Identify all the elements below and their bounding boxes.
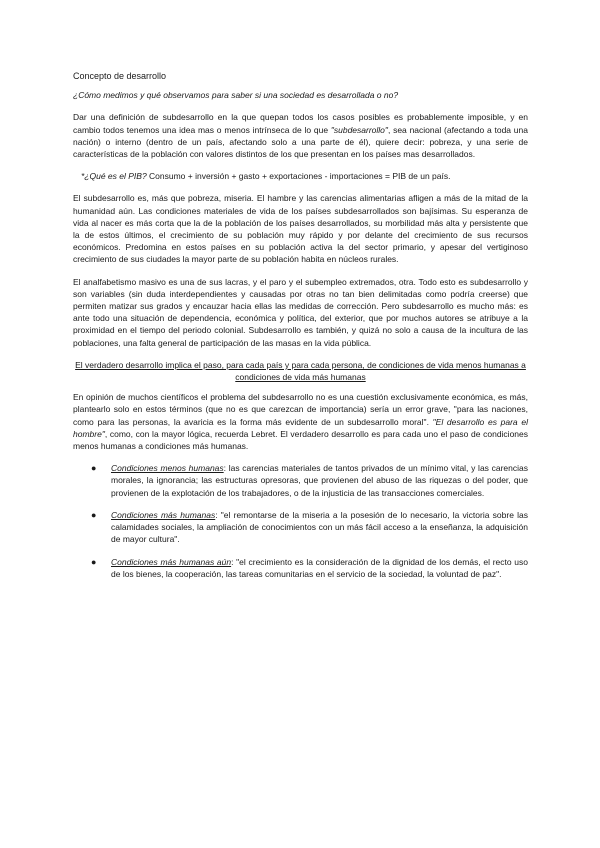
paragraph-analfabetismo: El analfabetismo masivo es una de sus lacras, y el paro y el subempleo extremados, otra. Todo esto es subdesarrollo y son variables (sin duda interdependientes y causadas por otras no tan bien delimitadas como podría creerse) que permiten matizar sus grados y encauzar hacia ellas las medidas de corrección. Pero subdesarrollo es mucho más: es ante todo una situación de dependencia, económica y política, del exterior, que por muchos autores se atribuye a la proximidad en el tiempo del periodo colonial. Subdesarrollo es también, y quizá no solo a causa de la incultura de las poblaciones, una falta general de participación de las masas en la vida pública. [73, 276, 528, 348]
conditions-list [73, 462, 528, 580]
p4-text-end: , como, con la mayor lógica, recuerda Lebret. El verdadero desarrollo es para cada uno el paso de condiciones menos humanas a condiciones más humanas. [73, 428, 528, 452]
list-item-text: : las carencias materiales de tantos privados de un mínimo vital, y las carencias morales, la ignorancia; las estructuras opresoras, que provienen del abuso de las riquezas o del poder, que provienen de la explotación de los trabajadores, o de la injusticia de las transacciones comerciales. [111, 463, 529, 498]
p1-term: "subdesarrollo" [330, 124, 388, 135]
list-item-term: Condiciones más humanas [111, 509, 216, 520]
paragraph-miseria: El subdesarrollo es, más que pobreza, miseria. El hambre y las carencias alimentarias afligen a más de la mitad de la humanidad aún. Las condiciones materiales de vida de los países subdesarrollados son bajísimas. Su esperanza de vida al nacer es más corta que la de la población de los países desarrollados, su morbilidad más alta y persistente que la de estos últimos, el crecimiento de su población muy rápido y por delante del crecimiento de sus recursos económicos. Predomina en estos países en su población activa la del sector primario, y apesar del vertiginoso crecimiento de sus ciudades la mayor parte de su población habita en núcleos rurales. [73, 193, 528, 265]
p4-quote: "El desarrollo es para el hombre" [73, 416, 528, 439]
list-item [73, 509, 528, 546]
p1-text-end: , sea nacional (afectando a toda una nación) o interno (dentro de un país, afectando solo a una parte de él), quiere decir: pobreza, y una serie de características de la población con valores distintos de los que presentan en los países mas desarrollados. [73, 124, 528, 160]
list-item-text: : "el crecimiento es la consideración de la dignidad de los demás, el recto uso de los bienes, la cooperación, las tareas comunitarias en el servicio de la sociedad, la voluntad de paz". [111, 556, 528, 579]
bullet-icon: ● [91, 556, 97, 567]
document-title: Concepto de desarrollo [73, 71, 167, 81]
paragraph-opinion [73, 391, 528, 452]
pib-answer: Consumo + inversión + gasto + exportaciones - importaciones = PIB de un país. [146, 171, 451, 182]
p4-text-start: En opinión de muchos científicos el problema del subdesarrollo no es una cuestión exclusivamente económica, es más, plantearlo solo en estos términos (que no es que carezcan de importancia) sería un error grave, "para las naciones, como para las personas, la avaricia es la forma más evidente de un subdesarrollo moral". [73, 392, 528, 427]
list-item [73, 462, 528, 499]
section-heading: El verdadero desarrollo implica el paso, para cada país y para cada persona, de condiciones de vida menos humanas a condiciones de vida más humanas [75, 359, 526, 383]
guiding-question: ¿Cómo medimos y qué observamos para saber si una sociedad es desarrollada o no? [73, 90, 399, 101]
bullet-icon: ● [91, 509, 97, 520]
list-item-term: Condiciones menos humanas [111, 463, 224, 474]
paragraph-definition [73, 111, 528, 160]
list-item-term: Condiciones más humanas aún [111, 556, 232, 567]
pib-question: *¿Qué es el PIB? [81, 171, 147, 182]
list-item [73, 556, 528, 580]
p1-text-start: Dar una definición de subdesarrollo en la que quepan todos los casos posibles es probablemente imposible, y en cambio todos tenemos una idea mas o menos intrínseca de lo que [73, 112, 528, 135]
pib-formula [81, 170, 528, 182]
list-item-text: : "el remontarse de la miseria a la posesión de lo necesario, la victoria sobre las calamidades sociales, la ampliación de conocimientos con un más fácil acceso a la enseñanza, la adquisición de mayor cultura". [111, 509, 528, 545]
bullet-icon: ● [91, 463, 97, 474]
